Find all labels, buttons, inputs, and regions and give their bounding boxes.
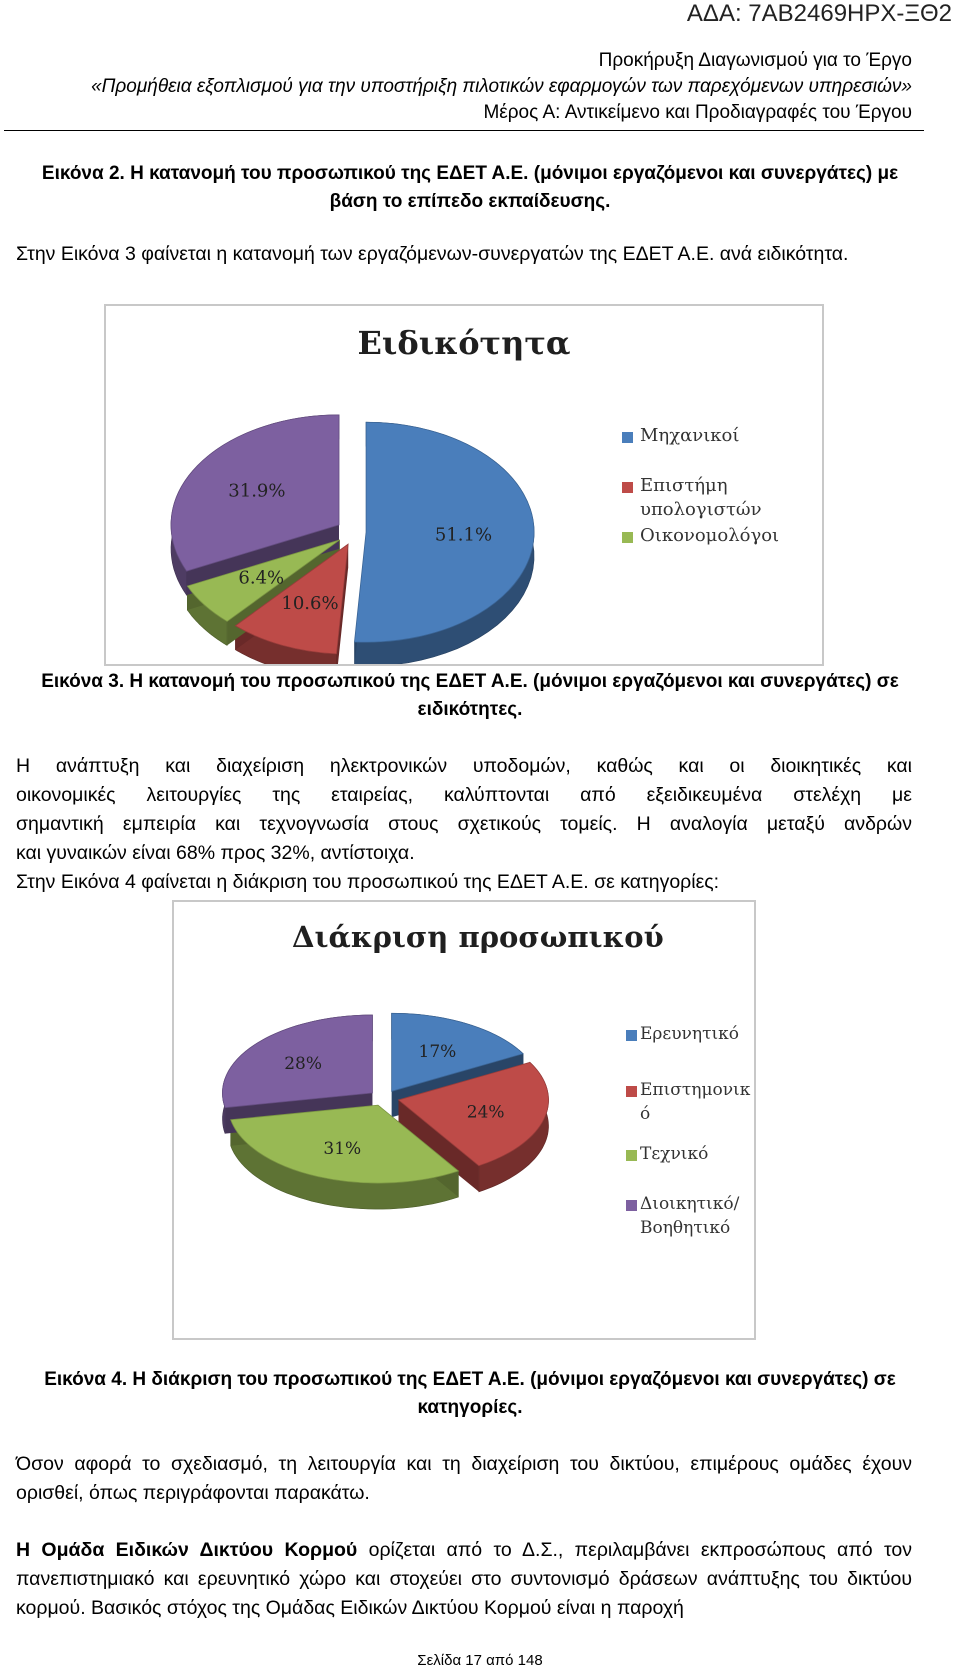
body-paragraph-line-2: οικονομικές λειτουργίες της εταιρείας, καλύπτονται από εξειδικευμένα στελέχη με — [16, 784, 912, 806]
pie-slice-label-3: 28% — [284, 1054, 322, 1075]
core-network-paragraph-text: ορίζεται από το Δ.Σ., περιλαμβάνει εκπροσώπους από τον πανεπιστημιακό και ερευνητικό χώρο και στοχεύει στο συντονισμό δράσεων ανάπτυξης του δικτύου κορμού. Βασικός στόχος της Ομάδας Ειδικών Δικτύου Κορμού είναι η παροχή — [16, 1539, 912, 1619]
legend-engineers: Μηχανικοί — [640, 425, 740, 446]
chart-staff-categories-title: Διάκριση προσωπικού — [292, 920, 664, 954]
body-paragraph-line-3: σημαντική εμπειρία και τεχνογνωσία στους σχετικούς τομείς. Η αναλογία μεταξύ ανδρών — [16, 813, 912, 835]
chart-specialty-title: Ειδικότητα — [357, 324, 571, 362]
legend-swatch-engineers — [622, 432, 633, 443]
pie-slice-label-3: 31.9% — [228, 480, 286, 502]
core-network-paragraph — [16, 1536, 912, 1623]
legend-computer-science — [640, 474, 762, 522]
header-rule — [4, 130, 924, 131]
legend-administrative-line-1: Διοικητικό/ — [640, 1194, 740, 1214]
legend-scientific-line-2: ό — [640, 1104, 651, 1124]
header-line-3: Μέρος Α: Αντικείμενο και Προδιαγραφές του Έργου — [483, 102, 912, 123]
figure-3-caption-line-1: Εικόνα 3. Η κατανομή του προσωπικού της ΕΔΕΤ Α.Ε. (μόνιμοι εργαζόμενοι και συνεργάτες) σε — [41, 671, 899, 692]
legend-computer-science-line-2: υπολογιστών — [640, 499, 762, 520]
legend-scientific — [640, 1078, 750, 1126]
network-paragraph: Όσον αφορά το σχεδιασμό, τη λειτουργία και τη διαχείριση του δικτύου, επιμέρους ομάδες έχουν ορισθεί, όπως περιγράφονται παρακάτω. — [16, 1453, 912, 1504]
pie-slice-label-1: 24% — [466, 1102, 505, 1123]
ada-code: ΑΔΑ: 7ΑΒ2469ΗΡΧ-ΞΘ2 — [686, 0, 952, 27]
legend-administrative-line-2: Βοηθητικό — [640, 1218, 731, 1238]
figure-2-caption-line-1: Εικόνα 2. Η κατανομή του προσωπικού της ΕΔΕΤ Α.Ε. (μόνιμοι εργαζόμενοι και συνεργάτες) με — [41, 163, 899, 184]
figure-4-caption — [20, 1366, 920, 1422]
body-paragraph-line-4: και γυναικών είναι 68% προς 32%, αντίστοιχα. — [16, 842, 415, 864]
legend-swatch-computer-science — [622, 482, 633, 493]
figure-2-caption-line-2: βάση το επίπεδο εκπαίδευσης. — [329, 191, 611, 212]
pie-slice-label-0: 51.1% — [434, 524, 493, 546]
chart-specialty — [104, 304, 824, 666]
legend-economists: Οικονομολόγοι — [640, 525, 780, 546]
legend-administrative — [640, 1192, 739, 1240]
body-paragraph-line-1: Η ανάπτυξη και διαχείριση ηλεκτρονικών υποδομών, καθώς και οι διοικητικές και — [16, 755, 912, 777]
pie-slice-label-2: 6.4% — [238, 567, 285, 589]
chart-staff-categories — [172, 900, 756, 1340]
body-paragraph-line-5: Στην Εικόνα 4 φαίνεται η διάκριση του προσωπικού της ΕΔΕΤ Α.Ε. σε κατηγορίες: — [16, 871, 720, 893]
legend-swatch-administrative — [626, 1200, 637, 1211]
legend-swatch-technical — [626, 1150, 637, 1161]
legend-scientific-line-1: Επιστημονικ — [640, 1080, 751, 1100]
legend-technical: Τεχνικό — [640, 1144, 709, 1164]
page-footer: Σελίδα 17 από 148 — [417, 1652, 543, 1669]
intro-paragraph-figure-3: Στην Εικόνα 3 φαίνεται η κατανομή των εργαζόμενων-συνεργατών της ΕΔΕΤ Α.Ε. ανά ειδικότητα. — [16, 243, 849, 265]
figure-3-caption — [20, 668, 920, 724]
figure-4-caption-line-2: κατηγορίες. — [417, 1397, 523, 1418]
legend-swatch-research — [626, 1030, 637, 1041]
pie-slice-label-2: 31% — [323, 1139, 362, 1160]
pie-slice-label-1: 10.6% — [281, 592, 339, 614]
figure-3-caption-line-2: ειδικότητες. — [417, 699, 523, 720]
figure-2-caption — [20, 160, 920, 216]
legend-swatch-economists — [622, 532, 633, 543]
header-line-1: Προκήρυξη Διαγωνισμού για το Έργο — [598, 50, 912, 71]
body-paragraph — [16, 752, 912, 897]
pie-slice-label-0: 17% — [418, 1042, 457, 1062]
header-line-2: «Προμήθεια εξοπλισμού για την υποστήριξη πιλοτικών εφαρμογών των παρεχόμενων υπηρεσιών» — [91, 76, 912, 97]
legend-research: Ερευνητικό — [640, 1024, 739, 1044]
figure-4-caption-line-1: Εικόνα 4. Η διάκριση του προσωπικού της ΕΔΕΤ Α.Ε. (μόνιμοι εργαζόμενοι και συνεργάτες) σε — [44, 1369, 896, 1390]
legend-swatch-scientific — [626, 1086, 637, 1097]
core-network-team-name: Η Ομάδα Ειδικών Δικτύου Κορμού — [16, 1539, 358, 1561]
legend-computer-science-line-1: Επιστήμη — [640, 475, 728, 496]
